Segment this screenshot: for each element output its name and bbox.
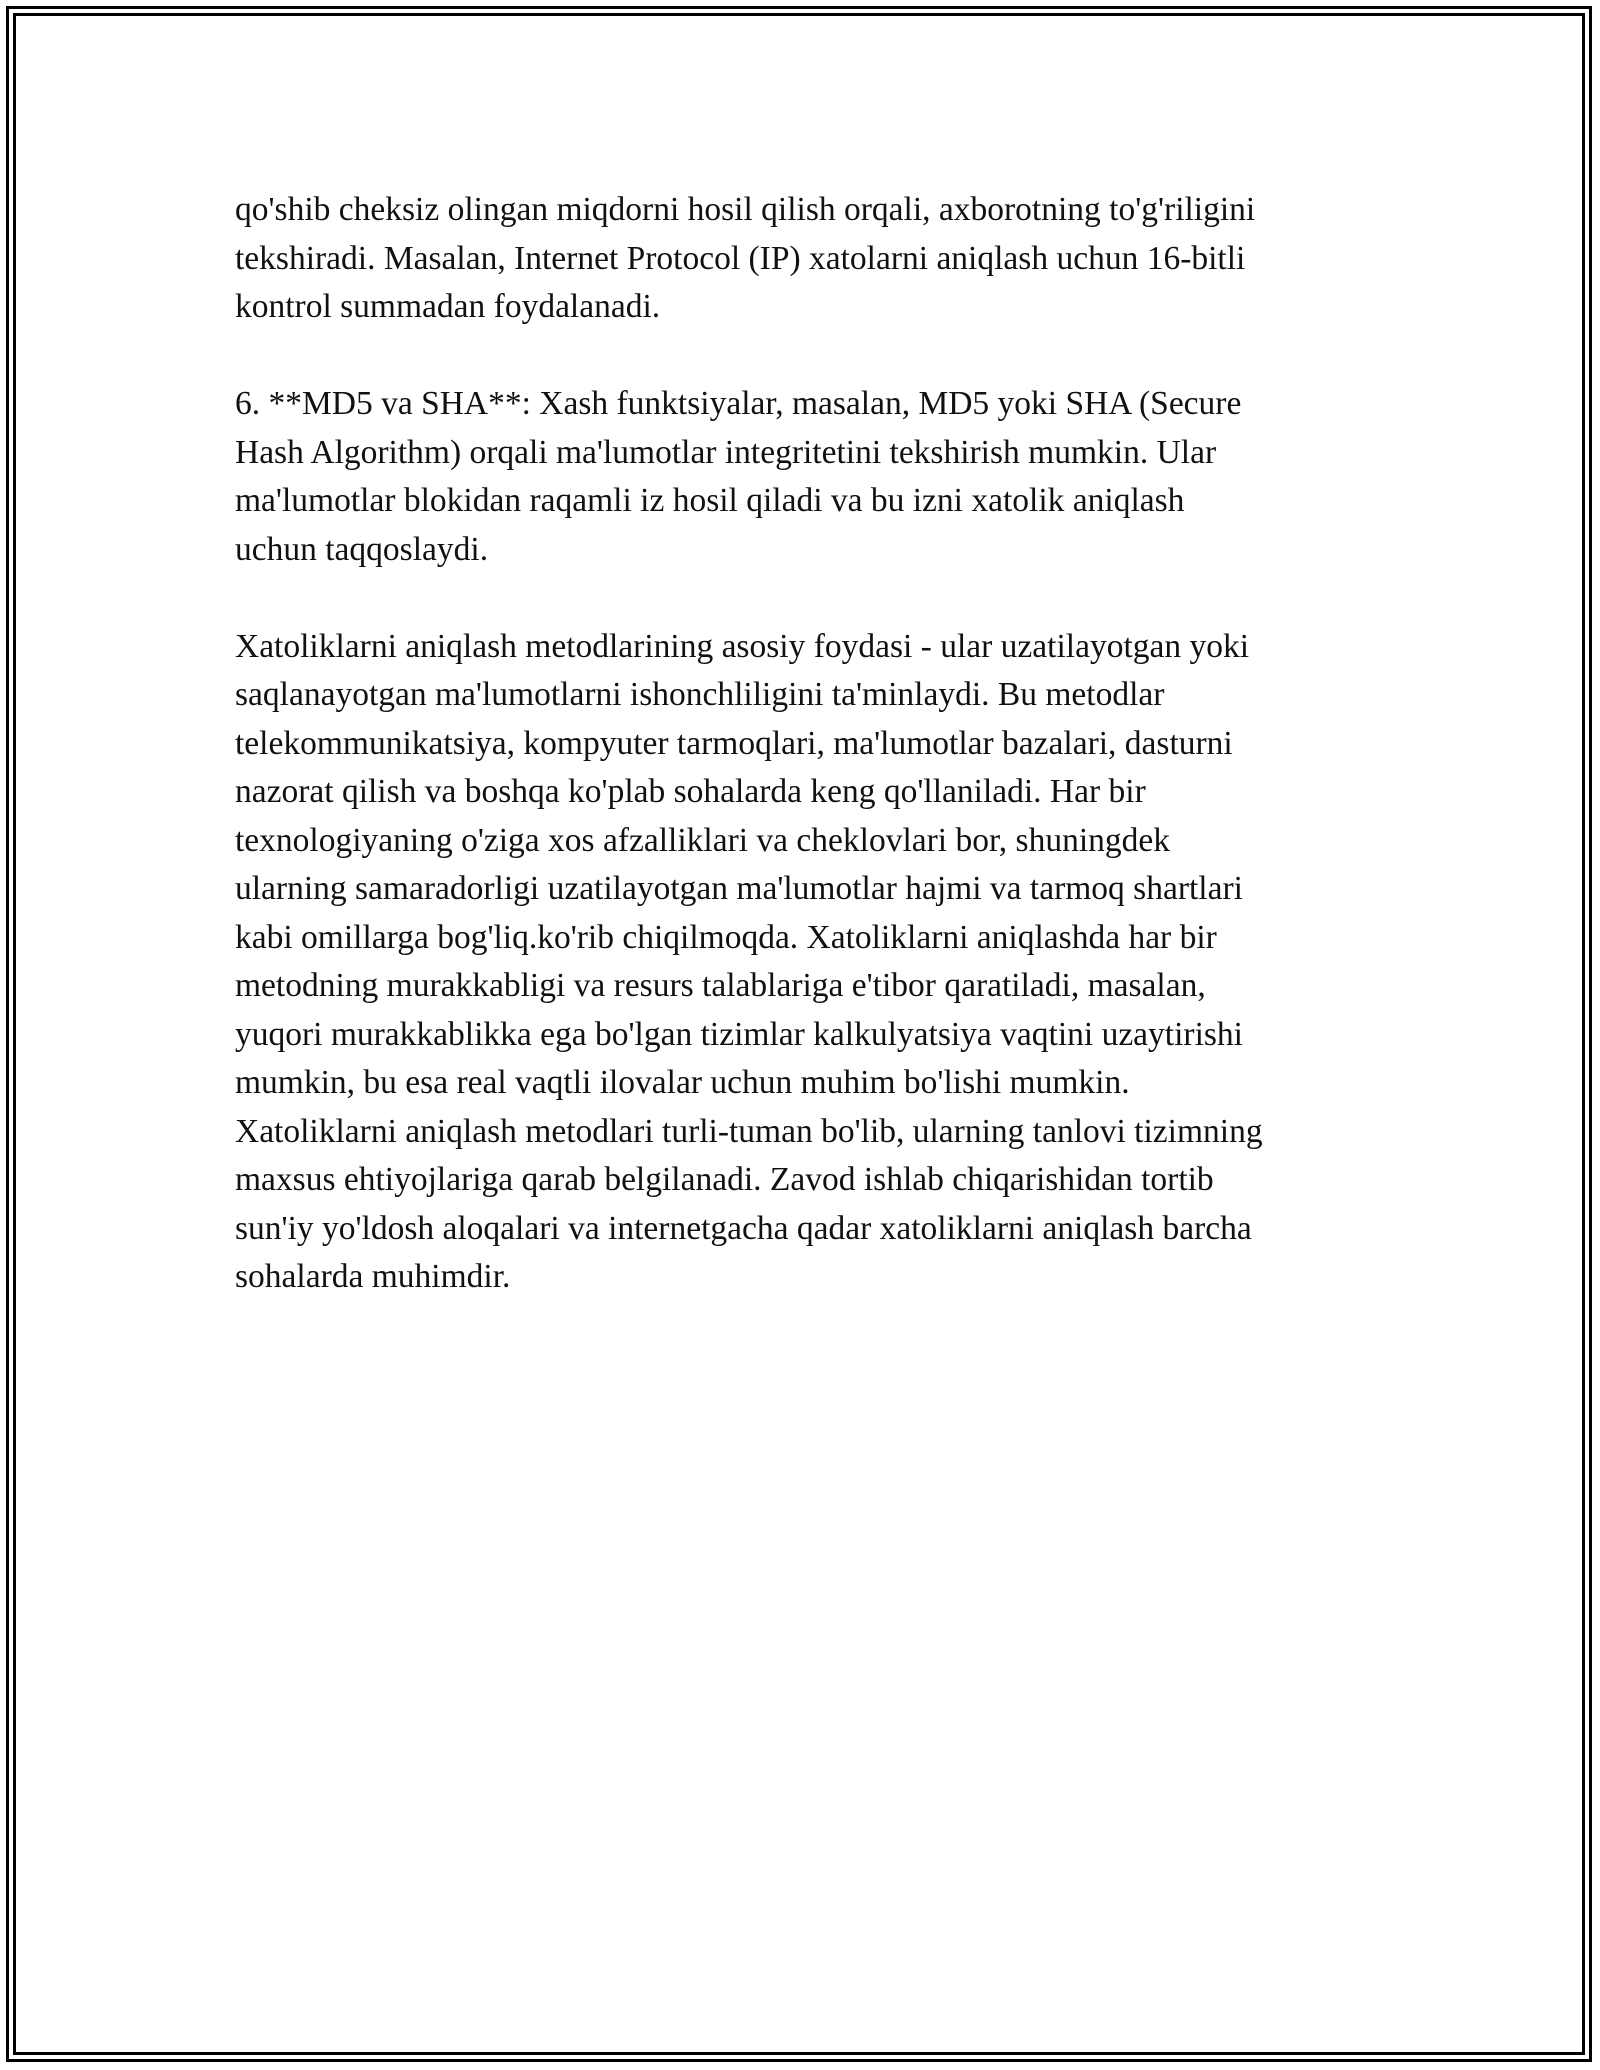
- paragraph-md5-sha: 6. **MD5 va SHA**: Xash funktsiyalar, masalan, MD5 yoki SHA (Secure Hash Algorithm) orqali ma'lumotlar integritetini tekshirish mumkin. Ular ma'lumotlar blokidan raqamli iz hosil qiladi va bu izni xatolik aniqlash uchun taqqoslaydi.: [235, 385, 1242, 568]
- paragraph-checksum-continuation: qo'shib cheksiz olingan miqdorni hosil qilish orqali, axborotning to'g'riligini tekshiradi. Masalan, Internet Protocol (IP) xatolarni aniqlash uchun 16-bitli kontrol summadan foydalanadi.: [235, 191, 1256, 325]
- paragraph-conclusion: Xatoliklarni aniqlash metodlarining asosiy foydasi - ular uzatilayotgan yoki saqlanayotgan ma'lumotlarni ishonchliligini ta'minlaydi. Bu metodlar telekommunikatsiya, kompyuter tarmoqlari, ma'lumotlar bazalari, dasturni nazorat qilish va boshqa ko'plab sohalarda keng qo'llaniladi. Har bir texnologiyaning o'ziga xos afzalliklari va cheklovlari bor, shuningdek ularning samaradorligi uzatilayotgan ma'lumotlar hajmi va tarmoq shartlari kabi omillarga bog'liq.ko'rib chiqilmoqda. Xatoliklarni aniqlashda har bir metodning murakkabligi va resurs talablariga e'tibor qaratiladi, masalan, yuqori murakkablikka ega bo'lgan tizimlar kalkulyatsiya vaqtini uzaytirishi mumkin, bu esa real vaqtli ilovalar uchun muhim bo'lishi mumkin. Xatoliklarni aniqlash metodlari turli-tuman bo'lib, ularning tanlovi tizimning maxsus ehtiyojlariga qarab belgilanadi. Zavod ishlab chiqarishidan tortib sun'iy yo'ldosh aloqalari va internetgacha qadar xatoliklarni aniqlash barcha sohalarda muhimdir.: [235, 627, 1263, 1295]
- document-body: [235, 186, 1370, 1350]
